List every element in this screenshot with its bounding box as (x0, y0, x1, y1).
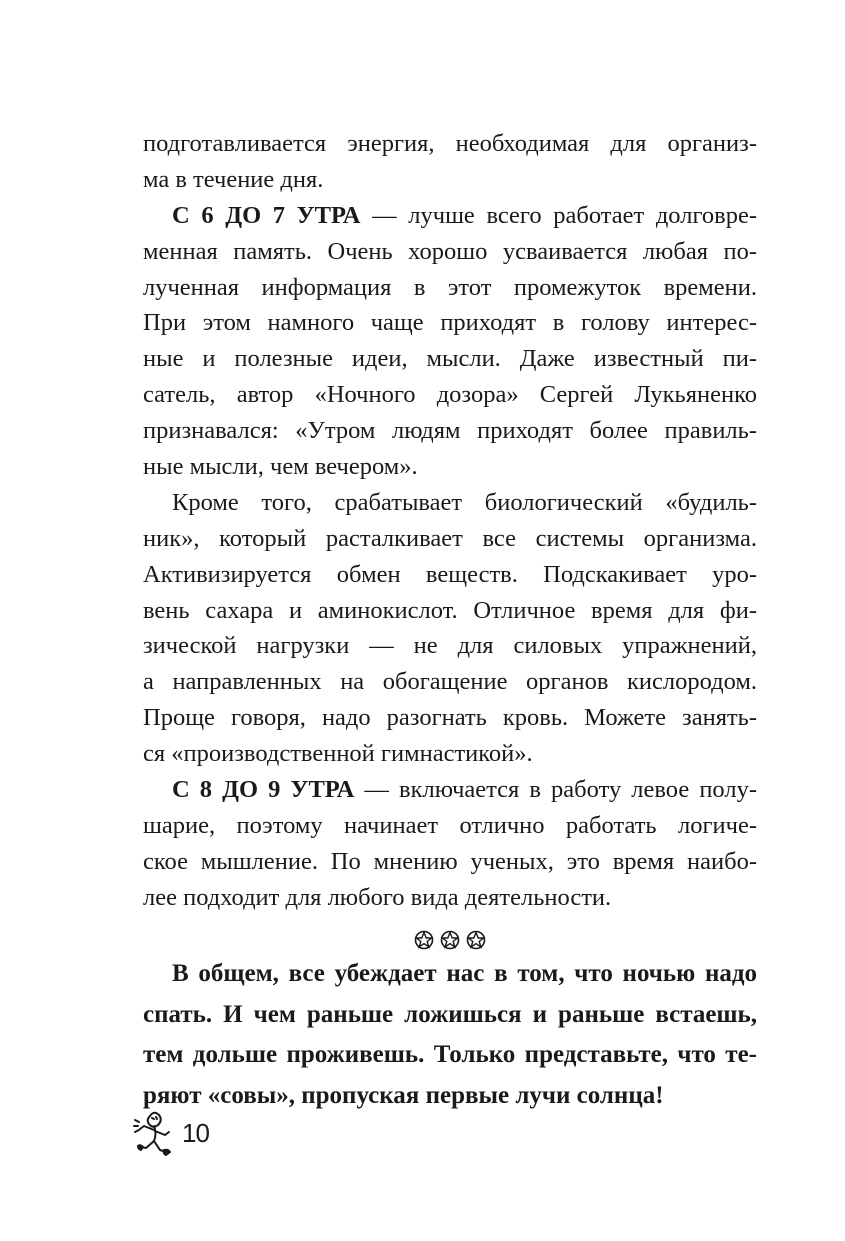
text-line (143, 485, 757, 521)
page-footer (132, 1108, 209, 1158)
line-text: признавался: «Утром людям приходят более правиль- (143, 417, 757, 445)
text-line (143, 995, 757, 1036)
line-text: Активизируется обмен веществ. Подскакивает уро- (143, 560, 757, 588)
text-line (143, 270, 757, 306)
line-text: менная память. Очень хорошо усваивается любая по- (143, 237, 757, 265)
line-text: лее подходит для любого вида деятельности. (143, 883, 612, 911)
text-line (143, 700, 757, 736)
line-text: — лучше всего работает долговре- (360, 201, 758, 229)
text-line (143, 664, 757, 700)
text-line (143, 341, 757, 377)
body-text (143, 126, 757, 916)
text-line (143, 628, 757, 664)
text-line (143, 126, 757, 162)
conclusion-text (143, 954, 757, 1116)
line-text: При этом намного чаще приходят в голову интерес- (143, 309, 757, 337)
line-text: ся «производственной гимнастикой». (143, 740, 533, 768)
line-text: ные мысли, чем вечером». (143, 453, 418, 481)
text-line (143, 234, 757, 270)
line-text: Кроме того, срабатывает биологический «будиль- (172, 488, 757, 516)
line-text: шарие, поэтому начинает отлично работать логиче- (143, 811, 757, 839)
text-line (143, 198, 757, 234)
text-line (143, 305, 757, 341)
text-line (143, 880, 757, 916)
text-line (143, 772, 757, 808)
page-body (143, 126, 758, 1109)
text-line (143, 844, 757, 880)
line-text: ма в течение дня. (143, 165, 324, 193)
line-text: тем дольше проживешь. Только представьте, что те- (143, 1041, 757, 1068)
text-line (143, 557, 757, 593)
line-text: Проще говоря, надо разогнать кровь. Можете занять- (143, 704, 757, 732)
time-heading: С 6 ДО 7 УТРА (172, 201, 361, 229)
text-line (143, 808, 757, 844)
line-text: вень сахара и аминокислот. Отличное время для фи- (143, 596, 757, 624)
text-line (143, 449, 757, 485)
line-text: — включается в работу левое полу- (354, 776, 757, 804)
text-line (143, 954, 757, 995)
line-text: лученная информация в этот промежуток времени. (143, 273, 757, 301)
text-line (143, 413, 757, 449)
text-line (143, 1076, 757, 1117)
page-number: 10 (182, 1117, 209, 1148)
pentagram-star-icon (414, 930, 434, 950)
line-text: ряют «совы», пропуская первые лучи солнца! (143, 1081, 664, 1109)
running-cartoon-icon (132, 1108, 176, 1158)
line-text: спать. И чем раньше ложишься и раньше встаешь, (143, 1000, 757, 1028)
text-line (143, 521, 757, 557)
text-line (143, 736, 757, 772)
text-line (143, 1035, 757, 1076)
line-text: ское мышление. По мнению ученых, это время наибо- (143, 847, 757, 875)
line-text: подготавливается энергия, необходимая для организ- (143, 130, 757, 157)
line-text: ные и полезные идеи, мысли. Даже известный пи- (143, 345, 757, 373)
pentagram-star-icon (440, 930, 460, 950)
line-text: сатель, автор «Ночного дозора» Сергей Лукьяненко (143, 381, 757, 409)
text-line (143, 377, 757, 413)
line-text: ник», который расталкивает все системы организма. (143, 524, 757, 552)
line-text: В общем, все убеждает нас в том, что ночью надо (172, 960, 757, 987)
pentagram-star-icon (466, 930, 486, 950)
text-line (143, 162, 757, 198)
text-line (143, 593, 757, 629)
time-heading: С 8 ДО 9 УТРА (172, 776, 355, 804)
line-text: а направленных на обогащение органов кислородом. (143, 668, 757, 696)
line-text: зической нагрузки — не для силовых упражнений, (143, 632, 757, 660)
